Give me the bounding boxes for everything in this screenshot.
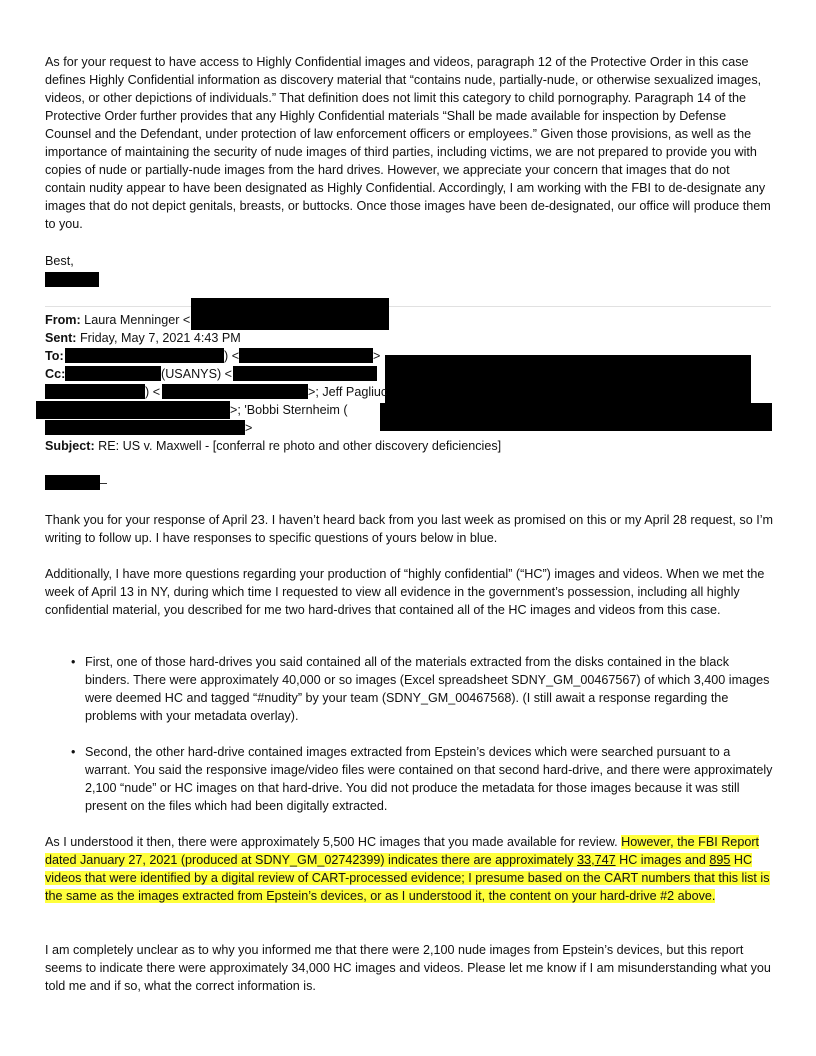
bullet-list <box>45 653 773 815</box>
header-cc: Cc: <box>45 367 66 381</box>
header-cc-line3-mid: >; 'Bobbi Sternheim ( <box>230 403 348 417</box>
header-to-end: > <box>373 349 381 363</box>
header-cc-line2-end: >; Jeff Pagliuc <box>308 385 388 399</box>
redaction-from-email <box>191 298 389 330</box>
paragraph-fbi-report: As I understood it then, there were approximately 5,500 HC images that you made available for review. However, the FBI Report dated January 27, 2021 (produced at SDNY_GM_02742399) indicates there are approximately 33,747 HC images and 895 HC videos that were identified by a digital review of CART-processed evidence; I presume based on the CART numbers that this list is the same as the images extracted from Epstein’s devices, or as I understood it, the content on your hard-drive #2 above. <box>45 835 770 903</box>
header-from: From: Laura Menninger < <box>45 313 191 327</box>
paragraph-unclear: I am completely unclear as to why you informed me that there were 2,100 nude images from Epstein’s devices, but this report seems to indicate there were approximately 34,000 HC images and videos. Please let me know if I am misunderstanding what you told me and if so, what the correct information is. <box>45 943 771 993</box>
redaction-cc-email-3 <box>45 420 245 435</box>
header-cc-line2-mid: ) < <box>145 385 161 399</box>
header-to: To: <box>45 349 64 363</box>
header-to-mid: ) < <box>224 349 240 363</box>
paragraph-follow-up: Thank you for your response of April 23. I haven’t heard back from you last week as promised on this or my April 28 request, so I’m writing to follow up. I have responses to specific questions of yours below in blue. <box>45 513 773 545</box>
list-item: • Second, the other hard-drive contained images extracted from Epstein’s devices which were searched pursuant to a warrant. You said the responsive image/video files were contained on that second hard-drive, and there were approximately 2,100 “nude” or HC images on that hard-drive. You did not produce the metadata for those images because it was still present on the files which had been digitally extracted. <box>45 743 773 815</box>
redaction-cc-email-2 <box>162 384 308 399</box>
redaction-to-name <box>65 348 224 363</box>
highlight-fbi-report: However, the FBI Report dated January 27, 2021 (produced at SDNY_GM_02742399) indicates there are approximately 33,747 HC images and 895 HC videos that were identified by a digital review of CART-processed evidence; I presume based on the CART numbers that this list is the same as the images extracted from Epstein’s devices, or as I understood it, the content on your hard-drive #2 above. <box>45 835 770 903</box>
email-divider <box>45 306 771 307</box>
redaction-cc-email-1 <box>233 366 377 381</box>
salutation-dash: – <box>100 476 108 490</box>
redaction-cc-block <box>385 355 751 405</box>
closing-best: Best, <box>45 254 74 268</box>
header-subject: Subject: RE: US v. Maxwell - [conferral re photo and other discovery deficiencies] <box>45 439 502 453</box>
header-cc-mid: (USANYS) < <box>161 367 233 381</box>
redaction-cc-block-2 <box>380 403 772 431</box>
paragraph-hc-questions: Additionally, I have more questions regarding your production of “highly confidential” (“HC”) images and videos. When we met the week of April 13 in NY, during which time I requested to view all evidence in the government’s possession, including all highly confidential material, you described for me two hard-drives that contained all of the HC images and videos from this case. <box>45 567 765 617</box>
paragraph-protective-order: As for your request to have access to Highly Confidential images and videos, paragraph 12 of the Protective Order in this case defines Highly Confidential information as discovery material that “contains nude, partially-nude, or otherwise sexualized images, videos, or other depictions of individuals.” That definition does not limit this category to child pornography. Paragraph 14 of the Protective Order further provides that any Highly Confidential materials “Shall be made available for inspection by Defense Counsel and the Defendant, under protection of law enforcement officers or employees.” Given those provisions, as well as the importance of maintaining the security of nude images of third parties, including victims, we are not prepared to provide you with copies of nude or partially-nude images from the hard drives. However, we appreciate your concern that images that do not contain nudity appear to have been designated as Highly Confidential. Accordingly, I am working with the FBI to de-designate any images that do not depict genitals, breasts, or buttocks. Once those images have been de-designated, our office will produce them to you. <box>45 55 771 231</box>
redaction-cc-name-3 <box>36 401 230 419</box>
redaction-cc-name-1 <box>65 366 161 381</box>
redaction-cc-name-2 <box>45 384 145 399</box>
redaction-salutation-name <box>45 475 100 490</box>
header-sent: Sent: Friday, May 7, 2021 4:43 PM <box>45 331 241 345</box>
redaction-to-email <box>239 348 373 363</box>
redaction-signature <box>45 272 99 287</box>
list-item: • First, one of those hard-drives you said contained all of the materials extracted from the disks contained in the black binders. There were approximately 40,000 or so images (Excel spreadsheet SDNY_GM_00467567) of which 3,400 images were deemed HC and tagged “#nudity” by your team (SDNY_GM_00467568). (I still await a response regarding the problems with your metadata overlay). <box>45 653 773 725</box>
header-cc-line4-end: > <box>245 421 253 435</box>
